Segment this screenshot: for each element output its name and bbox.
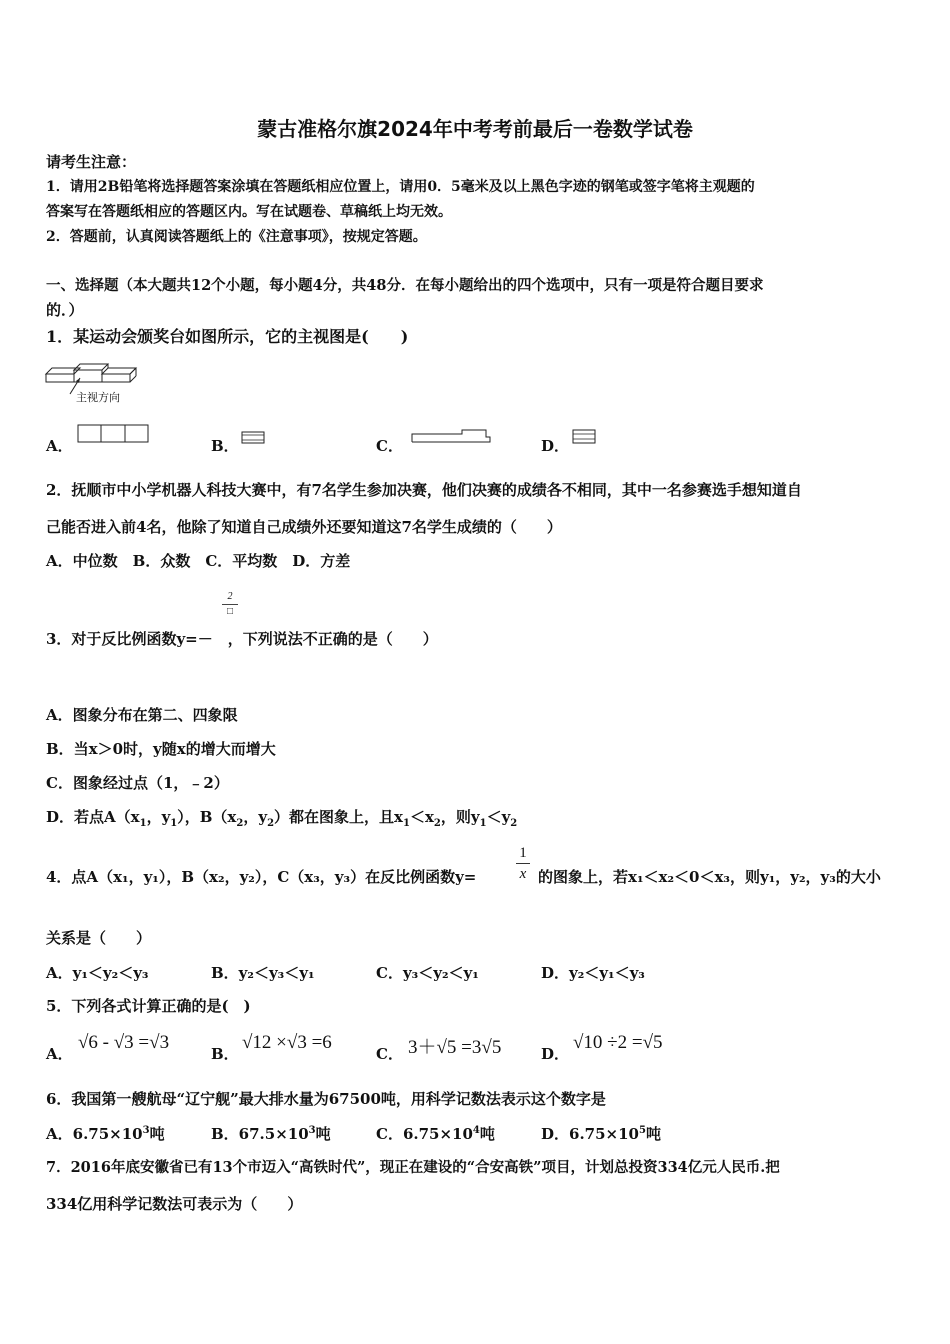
q5-option-a-label[interactable]: A． (46, 1045, 73, 1063)
text: B．67.5×10 (211, 1125, 309, 1143)
text: ，则y (440, 808, 480, 826)
text: ，y (243, 808, 268, 826)
q4-option-d[interactable]: D．y₂＜y₁＜y₃ (541, 964, 645, 982)
q1-option-a[interactable]: A． (46, 437, 73, 455)
q6-option-c[interactable] (376, 1123, 495, 1144)
q1-option-c-figure (410, 428, 492, 444)
q4-option-a[interactable]: A．y₁＜y₂＜y₃ (46, 964, 149, 982)
q5-option-c-expr: 3＋√5 =3√5 (408, 1037, 502, 1058)
q3-option-b[interactable]: B．当x＞0时，y随x的增大而增大 (46, 740, 276, 758)
text: ＜y (486, 808, 511, 826)
q1-option-a-figure (78, 425, 150, 445)
q4-option-b[interactable]: B．y₂＜y₃＜y₁ (211, 964, 315, 982)
text: ＜x (409, 808, 434, 826)
sub: 1 (479, 818, 487, 829)
q5-option-c-label[interactable]: C． (376, 1045, 403, 1063)
q3-fraction (222, 591, 238, 618)
text: 吨 (479, 1125, 495, 1143)
text: D．6.75×10 (541, 1125, 639, 1143)
q6-stem: 6．我国第一艘航母“辽宁舰”最大排水量为67500吨，用科学记数法表示这个数字是 (46, 1090, 606, 1108)
view-direction-label: 主视方向 (76, 391, 120, 404)
q6-option-b[interactable] (211, 1123, 331, 1144)
q3-option-d[interactable] (46, 807, 517, 834)
q4-stem-b: 的图象上，若x₁＜x₂＜0＜x₃，则y₁，y₂，y₃的大小 (538, 868, 881, 886)
notice-line-1b: 答案写在答题纸相应的答题区内。写在试题卷、草稿纸上均无效。 (46, 204, 452, 220)
q4-stem-a: 4．点A（x₁，y₁），B（x₂，y₂），C（x₃，y₃）在反比例函数y= (46, 868, 477, 886)
page-title: 蒙古准格尔旗2024年中考考前最后一卷数学试卷 (257, 117, 693, 141)
q3-stem: 3．对于反比例函数y=－ ，下列说法不正确的是（ ） (46, 630, 438, 648)
q1-option-b[interactable]: B． (211, 437, 239, 455)
notice-line-1a: 1．请用2B铅笔将选择题答案涂填在答题纸相应位置上，请用0．5毫米及以上黑色字迹的钢笔或签字笔将主观题的 (46, 179, 755, 195)
q7-stem-b: 334亿用科学记数法可表示为（ ） (46, 1195, 303, 1213)
q4-option-c[interactable]: C．y₃＜y₂＜y₁ (376, 964, 479, 982)
sup: 5 (638, 1125, 646, 1136)
q5-stem: 5．下列各式计算正确的是( ) (46, 997, 251, 1015)
q7-stem-a: 7．2016年底安徽省已有13个市迈入“高铁时代”，现正在建设的“合安高铁”项目，计划总投资334亿元人民币.把 (46, 1159, 780, 1176)
text: 吨 (315, 1125, 331, 1143)
sub: 1 (170, 818, 178, 829)
sup: 3 (142, 1125, 150, 1136)
q3-option-d-text: D．若点A（x (46, 808, 140, 826)
q1-option-c[interactable]: C． (376, 437, 403, 455)
section-heading-b: 的．） (46, 301, 84, 319)
text: ），B（x (177, 808, 237, 826)
sub: 1 (402, 818, 410, 829)
q6-option-d[interactable] (541, 1123, 661, 1144)
text: ，y (146, 808, 171, 826)
q1-option-d[interactable]: D． (541, 437, 570, 455)
q3-fraction-num: 2 (227, 591, 233, 602)
text: ）都在图象上，且x (274, 808, 403, 826)
q5-option-d-label[interactable]: D． (541, 1045, 570, 1063)
notice-line-2: 2．答题前，认真阅读答题纸上的《注意事项》，按规定答题。 (46, 229, 427, 245)
q3-option-a[interactable]: A．图象分布在第二、四象限 (46, 706, 238, 724)
notice-heading: 请考生注意： (46, 153, 137, 171)
q4-stem-c: 关系是（ ） (46, 929, 152, 947)
q4-fraction-den: x (519, 866, 527, 882)
text: A．6.75×10 (46, 1125, 143, 1143)
q3-fraction-den: □ (226, 606, 234, 617)
section-heading-a: 一、选择题（本大题共12个小题，每小题4分，共48分．在每小题给出的四个选项中，只有一项是符合题目要求 (46, 277, 764, 294)
sub: 2 (267, 818, 275, 829)
q6-option-a[interactable] (46, 1123, 165, 1144)
q5-option-b-label[interactable]: B． (211, 1045, 239, 1063)
text: 吨 (645, 1125, 661, 1143)
q4-fraction-num: 1 (519, 845, 527, 861)
text: 吨 (149, 1125, 165, 1143)
sub: 1 (139, 818, 147, 829)
sub: 2 (510, 818, 518, 829)
q5-option-b-expr: √12 ×√3 =6 (242, 1032, 332, 1053)
q5-option-d-expr: √10 ÷2 =√5 (573, 1032, 663, 1053)
q1-stem: 1．某运动会颁奖台如图所示，它的主视图是( ) (46, 327, 409, 346)
text: C．6.75×10 (376, 1125, 473, 1143)
q1-option-b-figure (242, 432, 268, 446)
q3-option-c[interactable]: C．图象经过点（1，﹣2） (46, 774, 229, 792)
q4-fraction (516, 844, 530, 883)
sup: 4 (472, 1125, 480, 1136)
sub: 2 (433, 818, 441, 829)
q1-option-d-figure (573, 430, 599, 446)
sub: 2 (236, 818, 244, 829)
q5-option-a-expr: √6 - √3 =√3 (78, 1032, 170, 1053)
q2-options[interactable]: A．中位数 B．众数 C．平均数 D．方差 (46, 552, 351, 570)
sup: 3 (308, 1125, 316, 1136)
q2-stem-b: 己能否进入前4名，他除了知道自己成绩外还要知道这7名学生成绩的（ ） (46, 518, 562, 536)
q2-stem-a: 2．抚顺市中小学机器人科技大赛中，有7名学生参加决赛，他们决赛的成绩各不相同，其中一名参赛选手想知道自 (46, 481, 802, 499)
